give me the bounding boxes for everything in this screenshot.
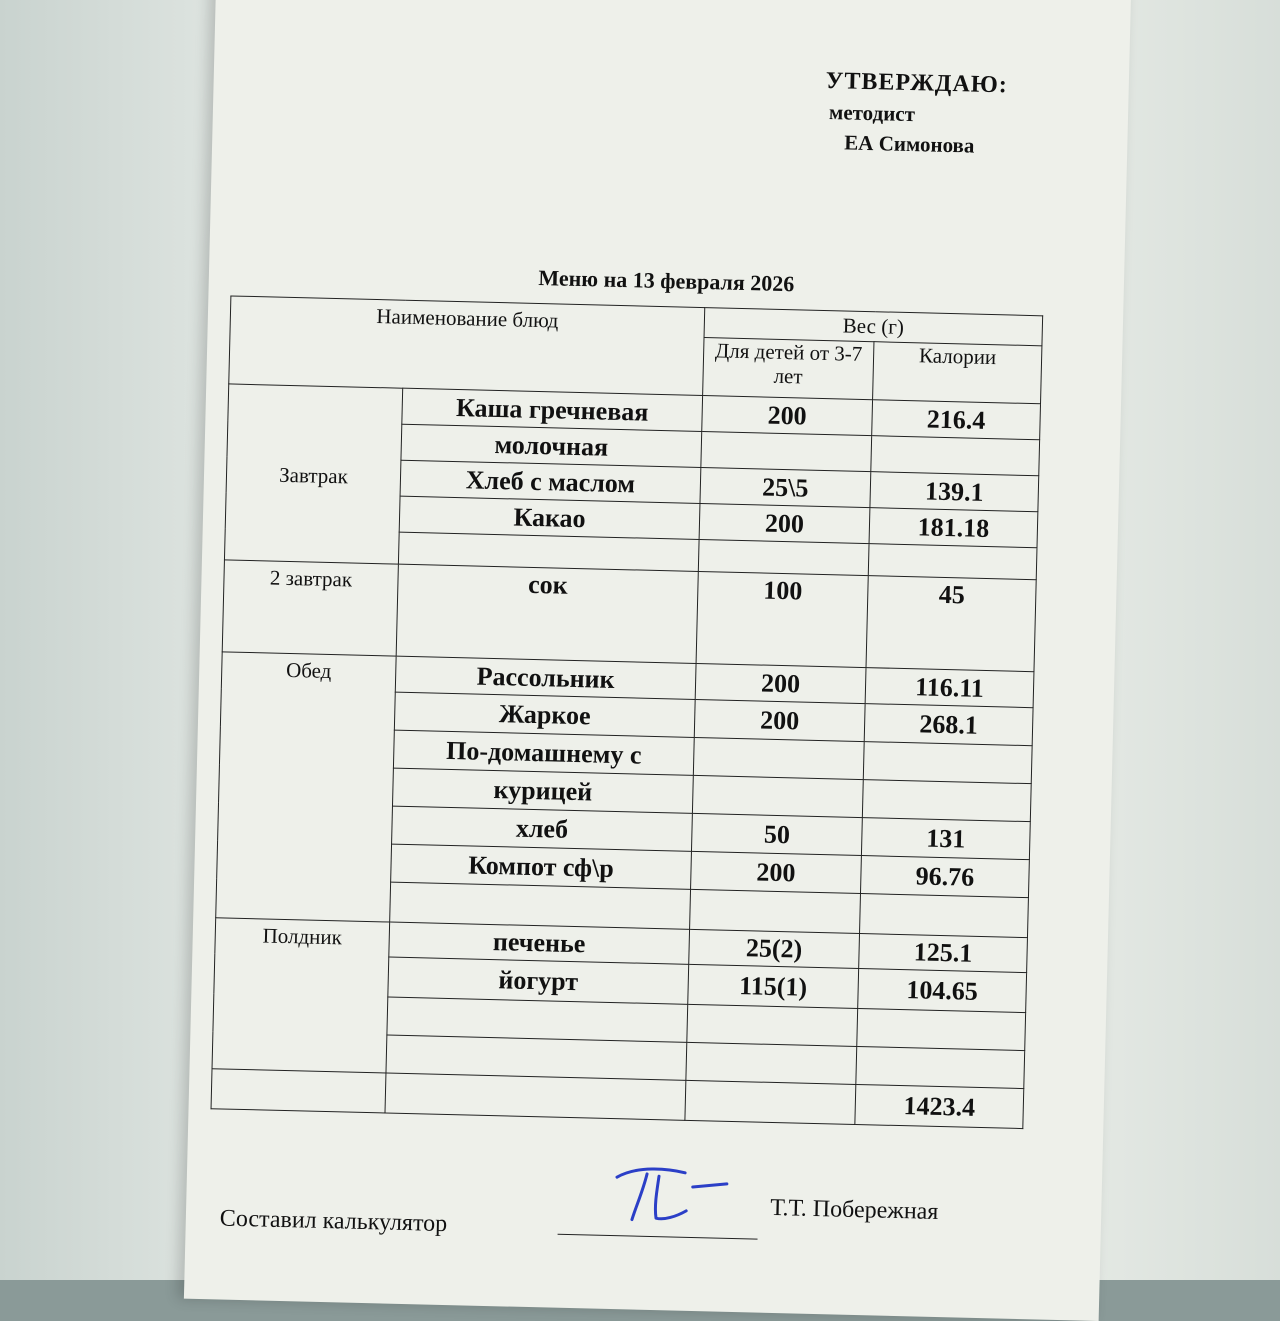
weight-cell: 200 bbox=[694, 699, 865, 741]
calories-cell: 104.65 bbox=[858, 969, 1027, 1013]
calories-cell bbox=[862, 780, 1031, 822]
calories-cell bbox=[856, 1046, 1025, 1088]
weight-cell: 200 bbox=[691, 851, 862, 893]
dish-cell: молочная bbox=[401, 424, 702, 467]
document-title: Меню на 13 февраля 2026 bbox=[538, 264, 795, 297]
dish-cell: сок bbox=[396, 564, 698, 663]
weight-cell bbox=[690, 889, 861, 933]
calories-cell bbox=[857, 1008, 1026, 1050]
compiled-by-label: Составил калькулятор bbox=[219, 1205, 448, 1238]
weight-cell: 50 bbox=[691, 813, 862, 855]
dish-cell: печенье bbox=[389, 922, 690, 964]
calories-cell bbox=[871, 436, 1040, 476]
weight-cell bbox=[686, 1042, 857, 1084]
weight-cell: 200 bbox=[699, 503, 870, 543]
calories-cell: 45 bbox=[866, 576, 1036, 672]
weight-cell bbox=[687, 1004, 858, 1046]
weight-cell: 115(1) bbox=[688, 964, 859, 1008]
calories-cell: 268.1 bbox=[864, 704, 1033, 746]
approval-title: УТВЕРЖДАЮ: bbox=[825, 67, 1009, 99]
signer-name: Т.Т. Побережная bbox=[769, 1194, 939, 1226]
header-dish-name: Наименование блюд bbox=[229, 296, 705, 396]
handwritten-signature bbox=[606, 1155, 748, 1230]
dish-cell: Каша гречневая bbox=[402, 388, 703, 431]
weight-cell bbox=[693, 737, 864, 779]
weight-cell bbox=[698, 539, 869, 575]
total-empty-cell bbox=[685, 1080, 856, 1124]
header-calories: Калории bbox=[873, 342, 1042, 404]
calories-cell bbox=[863, 742, 1032, 784]
menu-document bbox=[184, 0, 1131, 1321]
calories-cell: 139.1 bbox=[870, 472, 1039, 512]
total-empty-cell bbox=[385, 1073, 686, 1120]
weight-cell: 25\5 bbox=[700, 468, 871, 508]
weight-cell: 100 bbox=[696, 571, 868, 667]
approval-name: ЕА Симонова bbox=[844, 130, 975, 158]
meal-second-breakfast: 2 завтрак bbox=[222, 560, 398, 656]
total-empty-cell bbox=[211, 1069, 386, 1113]
calories-cell: 116.11 bbox=[865, 668, 1034, 708]
weight-cell: 200 bbox=[702, 396, 873, 436]
calories-cell: 131 bbox=[861, 818, 1030, 860]
dish-cell: курицей bbox=[392, 768, 693, 813]
header-weight: Вес (г) bbox=[704, 308, 1043, 346]
header-children-age: Для детей от 3-7 лет bbox=[703, 338, 874, 400]
dish-cell: йогурт bbox=[388, 957, 689, 1004]
dish-cell: Какао bbox=[399, 496, 700, 539]
weight-cell bbox=[701, 432, 872, 472]
weight-cell: 200 bbox=[695, 663, 866, 703]
meal-snack: Полдник bbox=[212, 918, 390, 1073]
background-sheet-right bbox=[1100, 0, 1280, 1280]
calories-cell: 216.4 bbox=[872, 400, 1041, 440]
calories-cell bbox=[868, 544, 1037, 580]
weight-cell bbox=[692, 775, 863, 817]
calories-cell: 181.18 bbox=[869, 508, 1038, 548]
dish-cell: Рассольник bbox=[395, 656, 696, 699]
dish-cell: Компот сф\р bbox=[391, 844, 692, 889]
dish-cell: хлеб bbox=[392, 806, 693, 851]
dish-cell: Хлеб с маслом bbox=[400, 460, 701, 503]
menu-table bbox=[211, 295, 1044, 1129]
meal-breakfast: Завтрак bbox=[224, 384, 402, 564]
meal-lunch: Обед bbox=[216, 652, 396, 922]
dish-cell: По-домашнему с bbox=[393, 730, 694, 775]
calories-cell: 96.76 bbox=[860, 856, 1029, 898]
total-calories: 1423.4 bbox=[855, 1084, 1024, 1128]
approval-role: методист bbox=[828, 100, 916, 127]
calories-cell bbox=[860, 894, 1029, 938]
dish-cell: Жаркое bbox=[394, 692, 695, 737]
signature-line bbox=[558, 1234, 758, 1240]
weight-cell: 25(2) bbox=[689, 929, 860, 968]
calories-cell: 125.1 bbox=[859, 934, 1028, 973]
